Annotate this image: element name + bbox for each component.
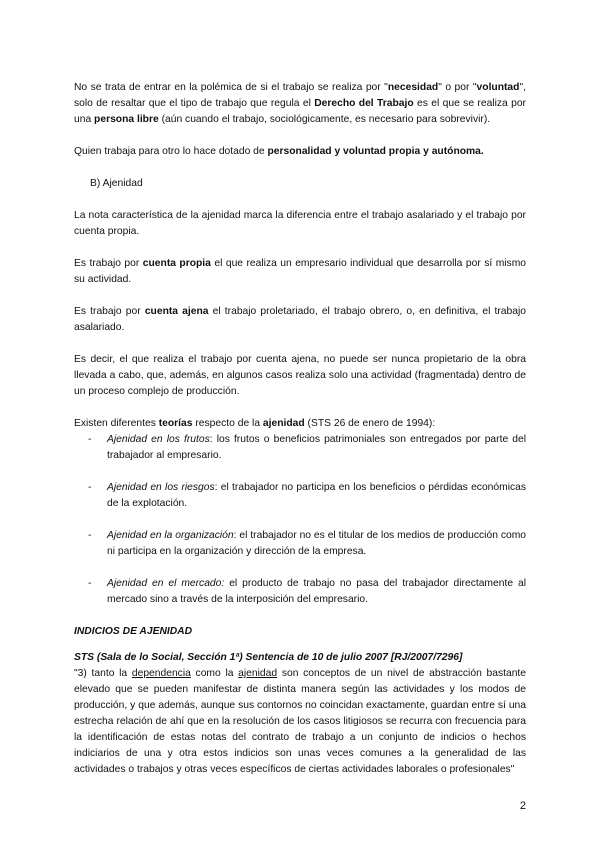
paragraph-cuenta-propia: Es trabajo por cuenta propia el que realiza un empresario individual que desarrolla por sí mismo su actividad. — [74, 258, 527, 285]
paragraph-es-decir: Es decir, el que realiza el trabajo por cuenta ajena, no puede ser nunca propietario de la obra llevada a cabo, que, además, en algunos casos realiza solo una actividad (fragmentada) dentro de un proceso complejo de producción. — [74, 354, 526, 397]
term-teorias: teorías — [158, 418, 193, 429]
page-number: 2 — [519, 800, 526, 812]
paragraph-cuenta-ajena: Es trabajo por cuenta ajena el trabajo proletariado, el trabajo obrero, o, en definitiva, el trabajo asalariado. — [74, 306, 526, 333]
quote-paragraph: "3) tanto la dependencia como la ajenidad son conceptos de un nivel de abstracción bastante elevado que se pueden manifestar de distinta manera según las actividades y los modos de producción, y que además, aunque sus contornos no coincidan exactamente, guardan entre sí una estrecha relación de ahí que en la resolución de los casos litigiosos se recurra con frecuencia para la identificación de estas notas del contrato de trabajo a un conjunto de indicios o hechos indiciarios de una y otra estos indicios son unas veces comunes a la generalidad de las actividades o trabajos y otras veces específicos de ciertas actividades laborales o profesionales" — [74, 668, 527, 775]
document-body — [74, 80, 526, 794]
term-cuenta-ajena: cuenta ajena — [144, 306, 209, 317]
term-cuenta-propia: cuenta propia — [142, 258, 211, 269]
list-item: - Ajenidad en el mercado: el producto de trabajo no pasa del trabajador directamente al mercado sino a través de la interposición del empresario. — [74, 576, 526, 608]
term-ajenidad: ajenidad — [262, 418, 305, 429]
paragraph-teorias: Existen diferentes teorías respecto de la ajenidad (STS 26 de enero de 1994): — [74, 418, 436, 429]
term-personalidad: personalidad y voluntad propia y autónoma. — [267, 146, 484, 157]
heading-indicios: INDICIOS DE AJENIDAD — [74, 626, 193, 637]
list-item: - Ajenidad en los frutos: los frutos o beneficios patrimoniales son entregados por parte del trabajador al empresario. — [74, 432, 526, 464]
teorias-list — [74, 432, 526, 608]
list-item: - Ajenidad en los riesgos: el trabajador no participa en los beneficios o pérdidas económicas de la explotación. — [74, 480, 526, 512]
list-item: - Ajenidad en la organización: el trabajador no es el titular de los medios de producción como ni participa en la organización y dirección de la empresa. — [74, 528, 526, 560]
term-necesidad: necesidad — [387, 82, 439, 93]
section-heading-ajenidad: B) Ajenidad — [90, 178, 143, 189]
paragraph-libertad: No se trata de entrar en la polémica de si el trabajo se realiza por "necesidad" o por "voluntad", solo de resaltar que el tipo de trabajo que regula el Derecho del Trabajo es el que se realiza por una persona libre (aún cuando el trabajo, sociológicamente, es necesario para sobrevivir). — [74, 82, 526, 125]
term-persona-libre: persona libre — [94, 114, 159, 125]
term-derecho-trabajo: Derecho del Trabajo — [314, 98, 414, 109]
term-dependencia: dependencia — [131, 668, 191, 679]
term-voluntad: voluntad — [476, 82, 520, 93]
sentencia-citation: STS (Sala de lo Social, Sección 1ª) Sentencia de 10 de julio 2007 [RJ/2007/7296] — [74, 652, 463, 663]
paragraph-voluntad: Quien trabaja para otro lo hace dotado de personalidad y voluntad propia y autónoma. — [74, 146, 484, 157]
paragraph-nota-ajenidad: La nota característica de la ajenidad marca la diferencia entre el trabajo asalariado y el trabajo por cuenta propia. — [74, 210, 526, 237]
term-ajenidad-underlined: ajenidad — [238, 668, 278, 679]
